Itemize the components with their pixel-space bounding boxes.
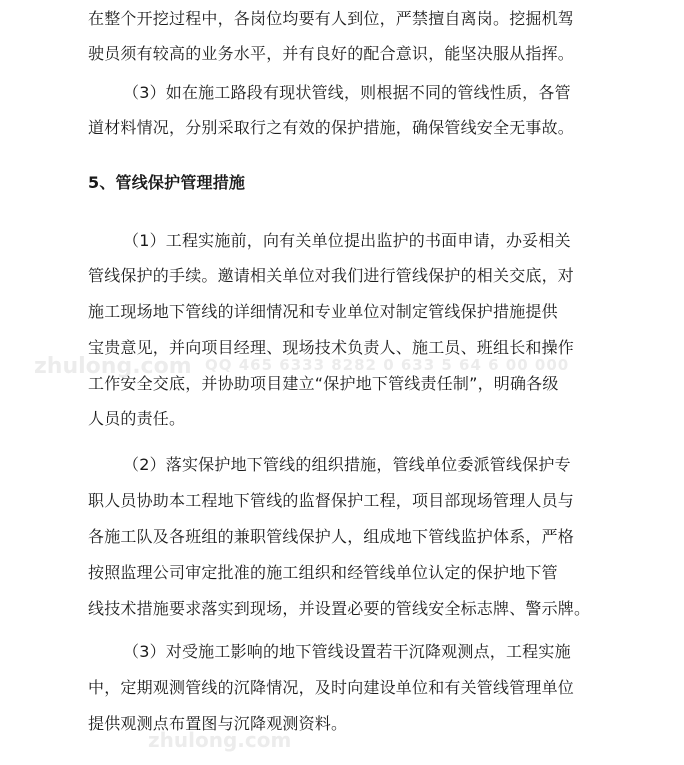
paragraph-line: 按照监理公司审定批准的施工组织和经管线单位认定的保护地下管 (88, 563, 558, 582)
watermark-logo: zhulong.com (34, 354, 192, 379)
paragraph-line: 人员的责任。 (88, 409, 186, 428)
paragraph-line: 中，定期观测管线的沉降情况，及时向建设单位和有关管线管理单位 (88, 678, 575, 697)
paragraph-line: 职人员协助本工程地下管线的监督保护工程，项目部现场管理人员与 (88, 491, 575, 510)
paragraph-line: 线技术措施要求落实到现场，并设置必要的管线安全标志牌、警示牌。 (88, 599, 591, 618)
paragraph-line: 在整个开挖过程中，各岗位均要有人到位，严禁擅自离岗。挖掘机驾 (88, 9, 575, 28)
paragraph-line: 道材料情况，分别采取行之有效的保护措施，确保管线安全无事故。 (88, 118, 575, 137)
watermark-contact: QQ 465 6333 8282 0 633 5 64 6 00 000 (205, 356, 570, 374)
paragraph-line: 工作安全交底，并协助项目建立“保护地下管线责任制”，明确各级 (88, 374, 559, 393)
watermark-logo-bottom: zhulong.com (148, 728, 292, 752)
paragraph-line: 驶员须有较高的业务水平，并有良好的配合意识，能坚决服从指挥。 (88, 44, 575, 63)
paragraph-line: 施工现场地下管线的详细情况和专业单位对制定管线保护措施提供 (88, 302, 558, 321)
paragraph-line: （1）工程实施前，向有关单位提出监护的书面申请，办妥相关 (123, 231, 571, 250)
paragraph-line: （2）落实保护地下管线的组织措施，管线单位委派管线保护专 (123, 455, 571, 474)
paragraph-line: 管线保护的手续。邀请相关单位对我们进行管线保护的相关交底，对 (88, 266, 575, 285)
paragraph-line: 宝贵意见，并向项目经理、现场技术负责人、施工员、班组长和操作 (88, 338, 575, 357)
section-heading: 5、管线保护管理措施 (88, 173, 246, 192)
paragraph-line: （3）对受施工影响的地下管线设置若干沉降观测点，工程实施 (123, 642, 571, 661)
paragraph-line: 提供观测点布置图与沉降观测资料。 (88, 714, 348, 733)
paragraph-line: （3）如在施工路段有现状管线，则根据不同的管线性质，各管 (123, 83, 571, 102)
paragraph-line: 各施工队及各班组的兼职管线保护人，组成地下管线监护体系，严格 (88, 527, 575, 546)
